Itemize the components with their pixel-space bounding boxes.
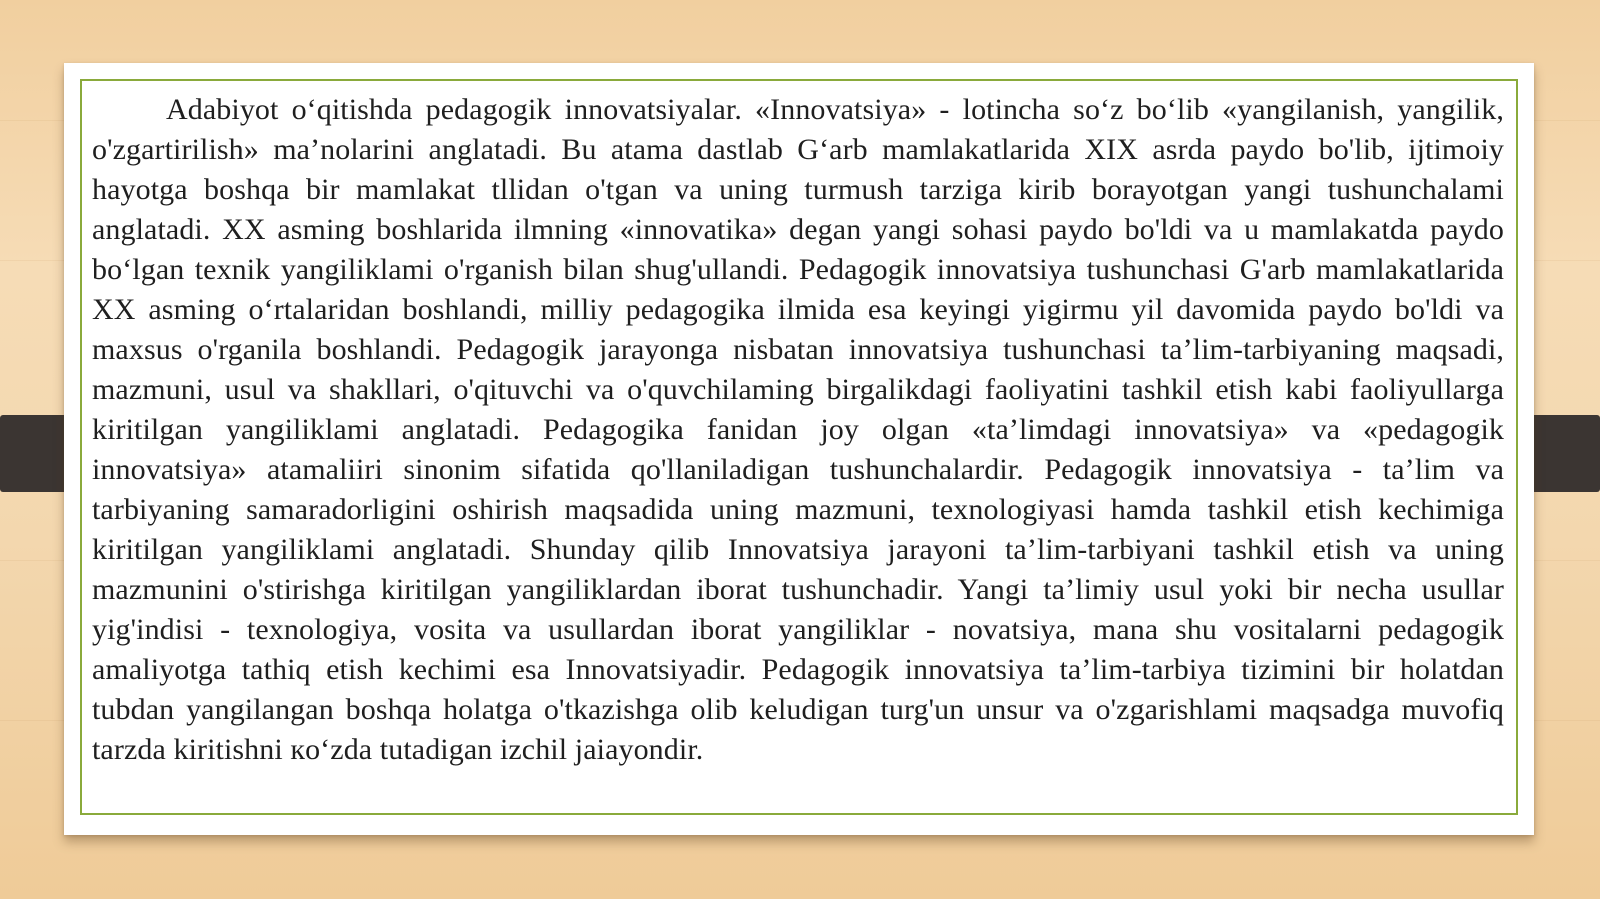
slide-paragraph: Adabiyot o‘qitishda pedagogik innovatsiyalar. «Innovatsiya» - lotincha so‘z bo‘lib «yangilanish, yangilik, o'zgartirilish» ma’nolarini anglatadi. Bu atama dastlab G‘arb mamlakatlarida XIX asrda paydo bo'lib, ijtimoiy hayotga boshqa bir mamlakat tllidan o'tgan va uning turmush tarziga kirib borayotgan yangi tushunchalami anglatadi. XX asming boshlarida ilmning «innovatika» degan yangi sohasi paydo bo'ldi va u mamlakatda paydo bo‘lgan texnik yangiliklami o'rganish bilan shug'ullandi. Pedagogik innovatsiya tushunchasi G'arb mamlakatlarida XX asming o‘rtalaridan boshlandi, milliy pedagogika ilmida esa keyingi yigirmu yil davomida paydo bo'ldi va maxsus o'rganila boshlandi. Pedagogik jarayonga nisbatan innovatsiya tushunchasi ta’lim-tarbiyaning maqsadi, mazmuni, usul va shakllari, o'qituvchi va o'quvchilaming birgalikdagi faoliyatini tashkil etish kabi faoliyullarga kiritilgan yangiliklami anglatadi. Pedagogika fanidan joy olgan «ta’limdagi innovatsiya» va «pedagogik innovatsiya» atamaliiri sinonim sifatida qo'llaniladigan tushunchalardir. Pedagogik innovatsiya - ta’lim va tarbiyaning samaradorligini oshirish maqsadida uning mazmuni, texnologiyasi hamda tashkil etish kechimiga kiritilgan yangiliklami anglatadi. Shunday qilib Innovatsiya jarayoni ta’lim-tarbiyani tashkil etish va uning mazmunini o'stirishga kiritilgan yangiliklardan iborat tushunchadir. Yangi ta’limiy usul yoki bir necha usullar yig'indisi - texnologiya, vosita va usullardan iborat yangiliklar - novatsiya, mana shu vositalarni pedagogik amaliyotga tathiq etish kechimi esa Innovatsiyadir. Pedagogik innovatsiya ta’lim-tarbiya tizimini bir holatdan tubdan yangilangan boshqa holatga o'tkazishga olib keludigan turg'un unsur va o'zgarishlami maqsadga muvofiq tarzda kiritishni кo‘zda tutadigan izchil jaiayondir. xyxy=(92,93,1504,766)
slide-card xyxy=(64,63,1534,835)
